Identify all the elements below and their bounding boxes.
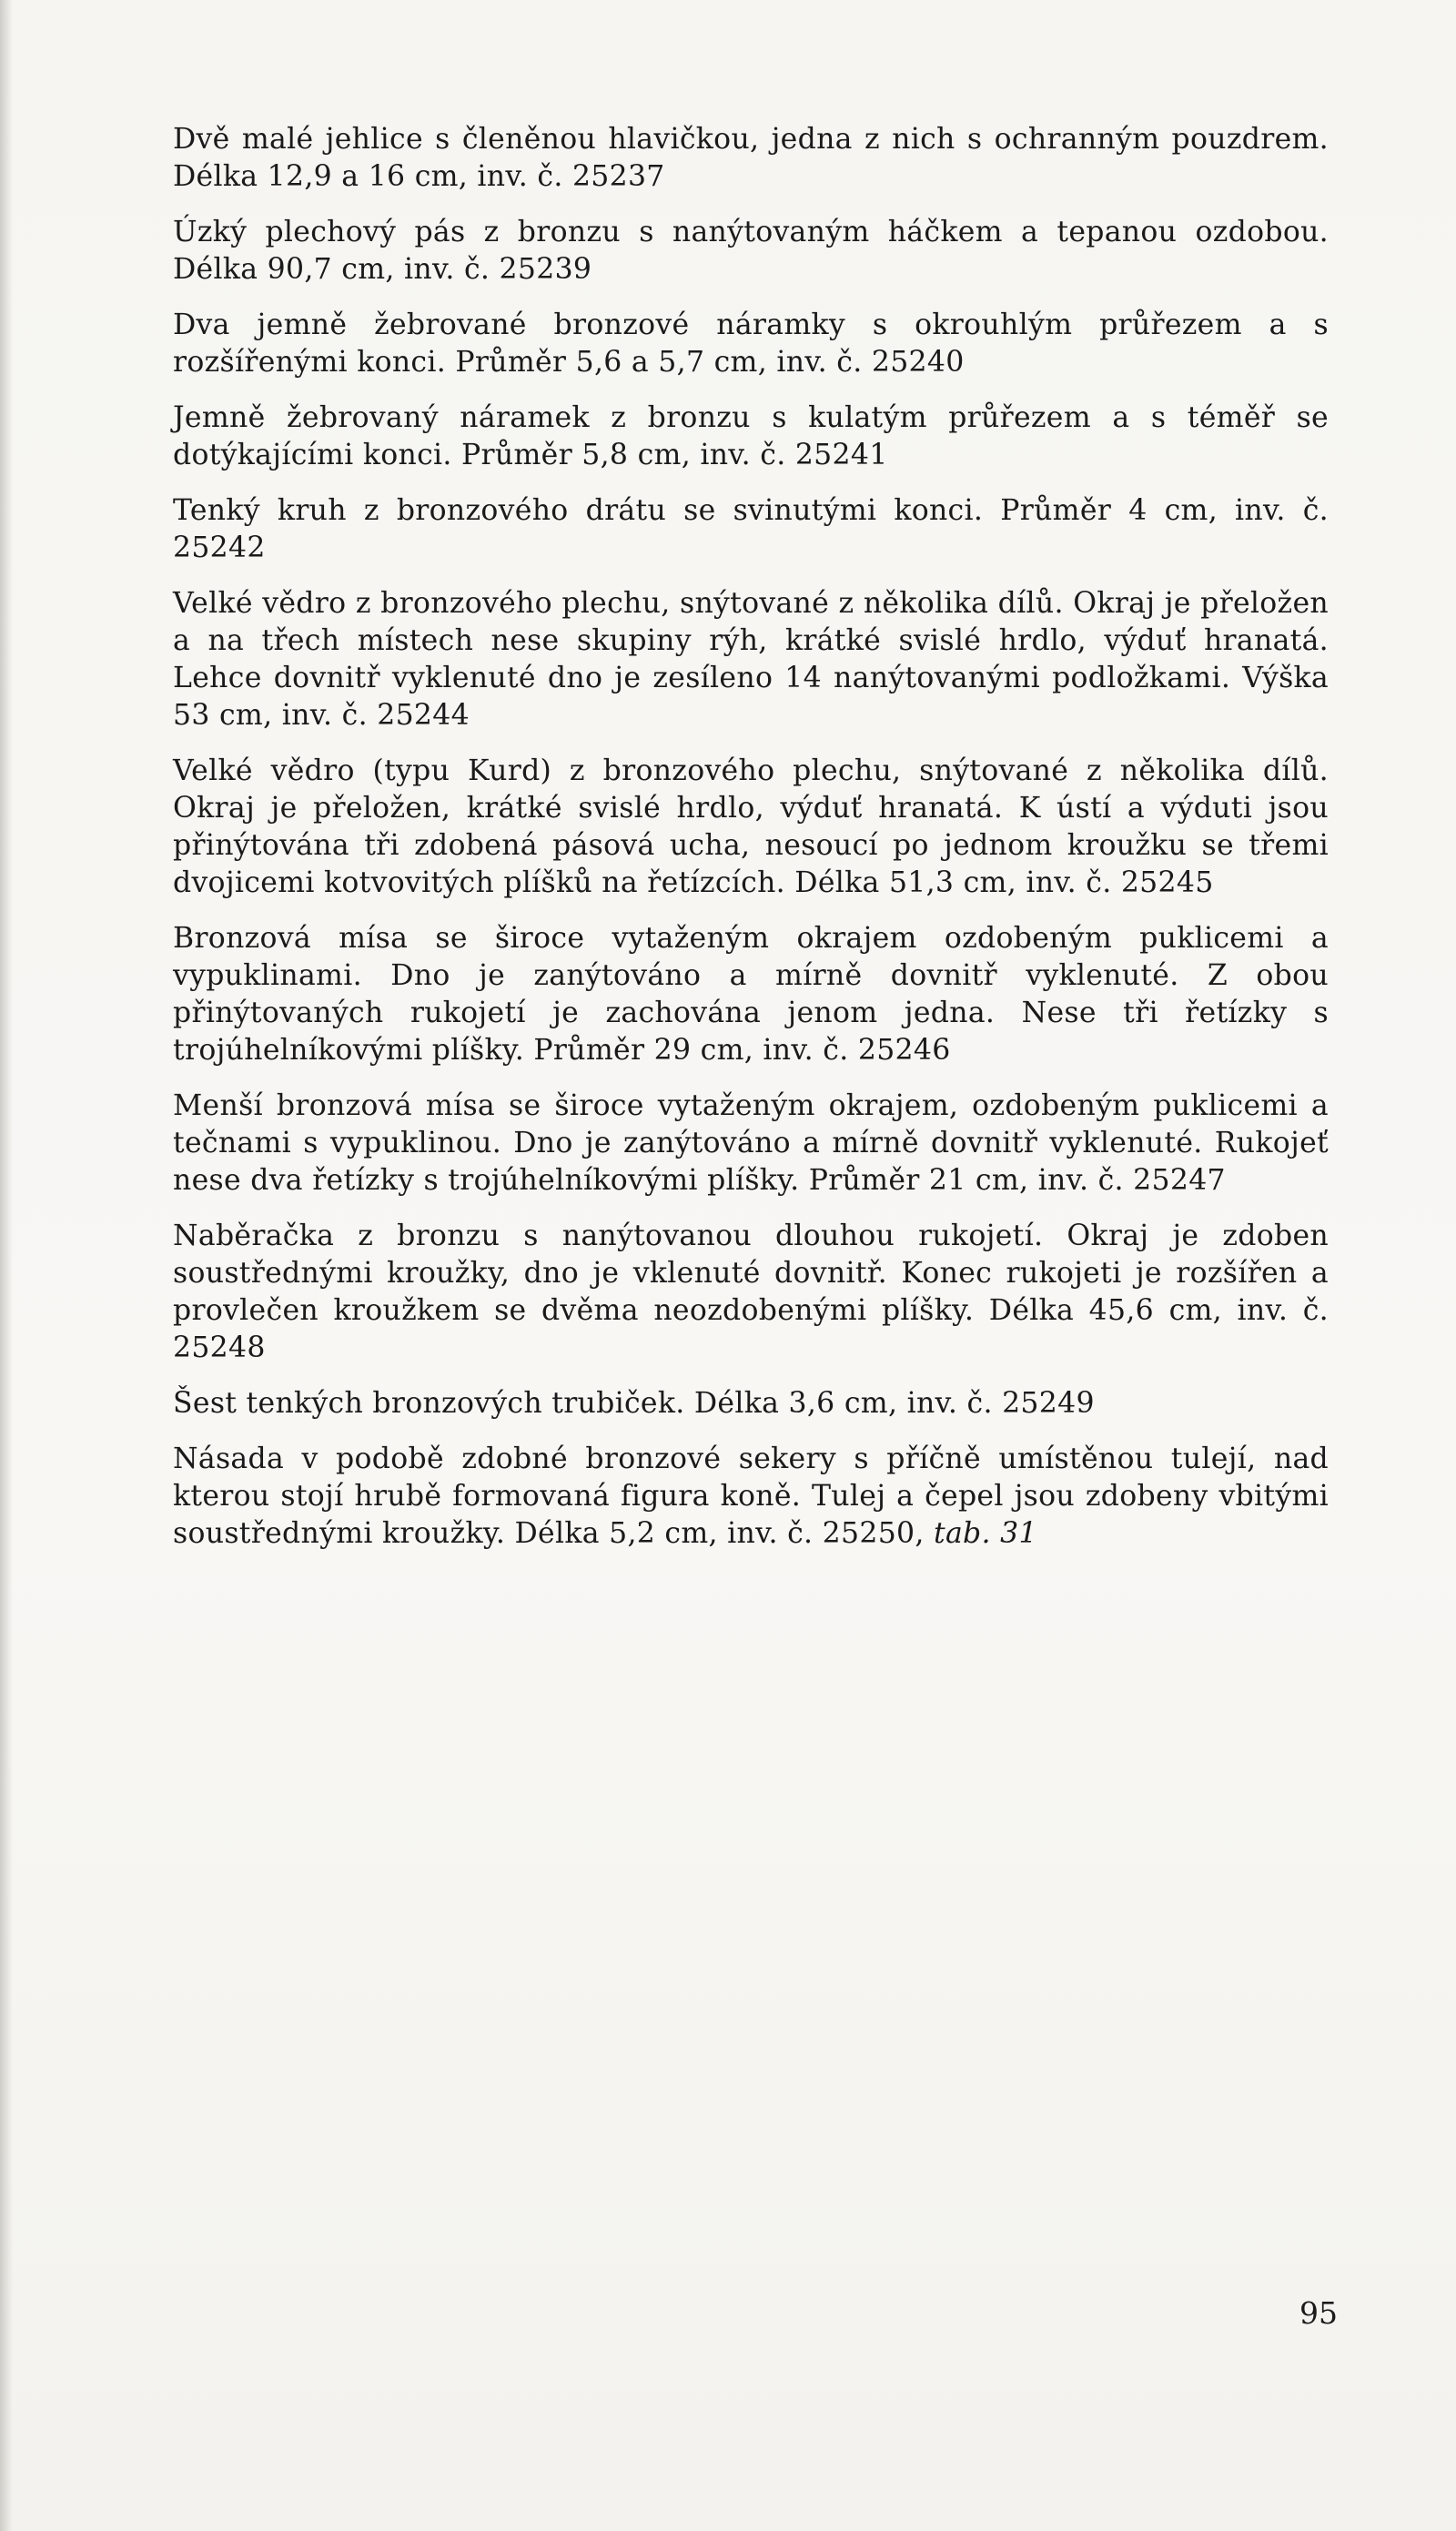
catalogue-entry-25250 (173, 1441, 1329, 1553)
page-number: 95 (1299, 2295, 1338, 2331)
catalogue-text (173, 121, 1329, 1571)
catalogue-entry-25248: Naběračka z bronzu s nanýtovanou dlouhou rukojetí. Okraj je zdoben soustřednými kroužky, dno je vklenuté dovnitř. Konec rukojeti je rozšířen a provlečen kroužkem se dvěma neozdobenými plíšky. Délka 45,6 cm, inv. č. 25248 (173, 1220, 1329, 1364)
entry-text: Násada v podobě zdobné bronzové sekery s příčně umístěnou tulejí, nad kterou stojí hrubě formovaná figura koně. Tulej a čepel jsou zdobeny vbitými soustřednými kroužky. Délka 5,2 cm, inv. č. 25250, (173, 1443, 1329, 1550)
catalogue-entry-25241: Jemně žebrovaný náramek z bronzu s kulatým průřezem a s téměř se dotýkajícími konci. Průměr 5,8 cm, inv. č. 25241 (173, 401, 1329, 471)
catalogue-entry-25237: Dvě malé jehlice s členěnou hlavičkou, jedna z nich s ochranným pouzdrem. Délka 12,9 a 16 cm, inv. č. 25237 (173, 123, 1329, 193)
catalogue-entry-25247: Menší bronzová mísa se široce vytaženým okrajem, ozdobeným puklicemi a tečnami s vypuklinou. Dno je zanýtováno a mírně dovnitř vyklenuté. Rukojeť nese dva řetízky s trojúhelníkovými plíšky. Průměr 21 cm, inv. č. 25247 (173, 1089, 1329, 1197)
page-edge-shadow (0, 0, 13, 2531)
catalogue-entry-25242: Tenký kruh z bronzového drátu se svinutými konci. Průměr 4 cm, inv. č. 25242 (173, 494, 1329, 564)
catalogue-entry-25245: Velké vědro (typu Kurd) z bronzového plechu, snýtované z několika dílů. Okraj je přeložen, krátké svislé hrdlo, výduť hranatá. K ústí a výduti jsou přinýtována tři zdobená pásová ucha, nesoucí po jednom kroužku se třemi dvojicemi kotvovitých plíšků na řetízcích. Délka 51,3 cm, inv. č. 25245 (173, 754, 1329, 899)
catalogue-entry-25239: Úzký plechový pás z bronzu s nanýtovaným háčkem a tepanou ozdobou. Délka 90,7 cm, inv. č. 25239 (173, 216, 1329, 286)
plate-reference: tab. 31 (934, 1517, 1037, 1550)
catalogue-entry-25246: Bronzová mísa se široce vytaženým okrajem ozdobeným puklicemi a vypuklinami. Dno je zanýtováno a mírně dovnitř vyklenuté. Z obou přinýtovaných rukojetí je zachována jenom jedna. Nese tři řetízky s trojúhelníkovými plíšky. Průměr 29 cm, inv. č. 25246 (173, 922, 1329, 1067)
catalogue-entry-25249: Šest tenkých bronzových trubiček. Délka 3,6 cm, inv. č. 25249 (173, 1387, 1095, 1420)
catalogue-entry-25240: Dva jemně žebrované bronzové náramky s okrouhlým průřezem a s rozšířenými konci. Průměr 5,6 a 5,7 cm, inv. č. 25240 (173, 309, 1329, 379)
catalogue-entry-25244: Velké vědro z bronzového plechu, snýtované z několika dílů. Okraj je přeložen a na třech místech nese skupiny rýh, krátké svislé hrdlo, výduť hranatá. Lehce dovnitř vyklenuté dno je zesíleno 14 nanýtovanými podložkami. Výška 53 cm, inv. č. 25244 (173, 587, 1329, 732)
